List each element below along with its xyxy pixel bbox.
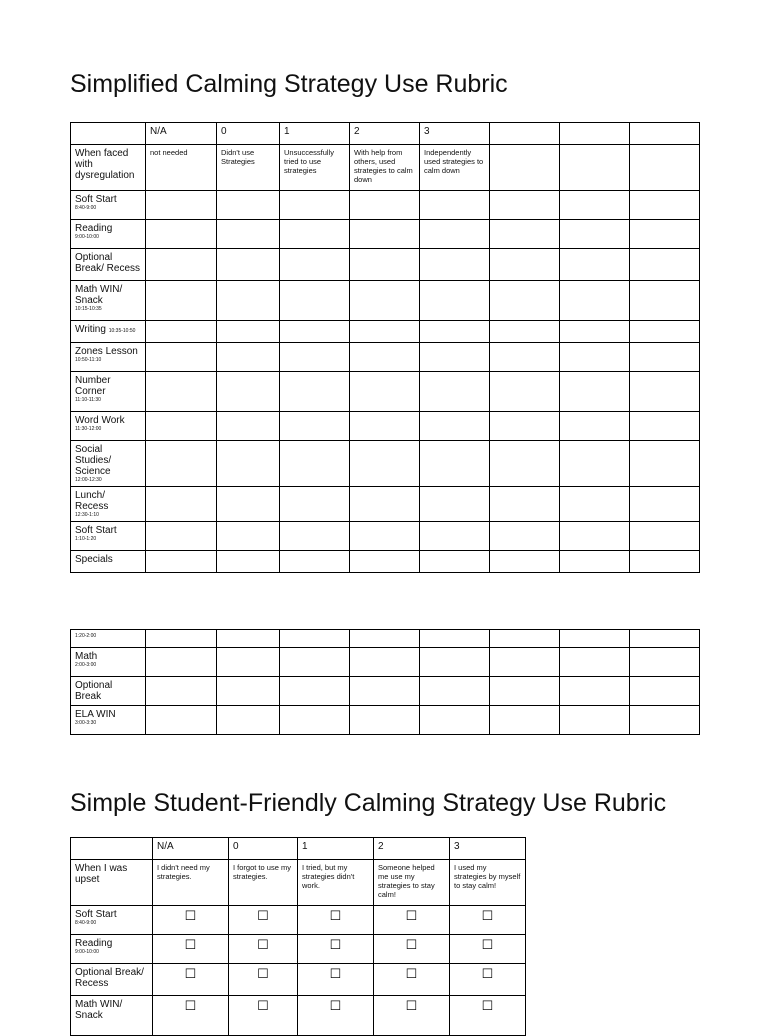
rating-cell[interactable]	[350, 487, 420, 522]
rating-cell[interactable]	[146, 630, 217, 648]
rating-cell[interactable]	[280, 220, 350, 249]
rating-cell[interactable]	[490, 281, 560, 321]
activity-label: ELA WIN	[75, 709, 116, 720]
activity-label: Soft Start	[75, 909, 117, 920]
rating-cell[interactable]	[146, 321, 217, 343]
rating-cell[interactable]	[420, 249, 490, 281]
rating-cell[interactable]	[280, 441, 350, 487]
checkbox-cell	[374, 935, 450, 964]
rating-cell[interactable]	[630, 630, 700, 648]
checkbox-cell	[229, 964, 298, 996]
header-cell	[71, 838, 153, 860]
rating-cell[interactable]	[490, 220, 560, 249]
table-row	[71, 487, 700, 522]
row-label	[71, 343, 146, 372]
level-description: Unsuccessfully tried to use strategies	[280, 145, 350, 191]
activity-label: Math	[75, 651, 98, 662]
rating-cell[interactable]	[490, 343, 560, 372]
rubric1-title: Simplified Calming Strategy Use Rubric	[70, 70, 508, 98]
rating-cell[interactable]	[146, 343, 217, 372]
checkbox-cell	[374, 906, 450, 935]
row-label	[71, 249, 146, 281]
activity-time: 10:35-10:50	[108, 328, 136, 334]
header-row	[71, 123, 700, 145]
table-row	[71, 630, 700, 648]
activity-time: 8:40-9:00	[75, 920, 97, 926]
checkbox[interactable]: ☐	[481, 908, 494, 923]
rating-cell[interactable]	[280, 412, 350, 441]
rating-cell[interactable]	[560, 343, 630, 372]
rating-cell[interactable]	[420, 648, 490, 677]
rating-cell[interactable]	[490, 677, 560, 706]
header-cell: 0	[229, 838, 298, 860]
rating-cell[interactable]	[560, 441, 630, 487]
rating-cell[interactable]	[146, 648, 217, 677]
checkbox-cell	[153, 964, 229, 996]
rating-cell[interactable]	[350, 372, 420, 412]
row-label	[71, 964, 153, 996]
checkbox[interactable]: ☐	[257, 908, 269, 923]
row-label	[71, 487, 146, 522]
activity-time: 9:00-10:00	[75, 949, 99, 955]
rating-cell[interactable]	[560, 677, 630, 706]
rating-cell[interactable]	[490, 648, 560, 677]
rating-cell[interactable]	[280, 343, 350, 372]
checkbox-cell	[374, 964, 450, 996]
rating-cell[interactable]	[350, 281, 420, 321]
activity-label: Word Work	[75, 415, 125, 426]
activity-label: Optional Break/ Recess	[75, 252, 141, 274]
table-row	[71, 996, 526, 1036]
rating-cell[interactable]	[350, 706, 420, 735]
rating-cell[interactable]	[630, 441, 700, 487]
row-label	[71, 630, 146, 648]
rating-cell[interactable]	[217, 412, 280, 441]
rating-cell[interactable]	[560, 191, 630, 220]
rating-cell[interactable]	[420, 220, 490, 249]
rating-cell[interactable]	[217, 281, 280, 321]
rating-cell[interactable]	[490, 706, 560, 735]
rating-cell[interactable]	[560, 706, 630, 735]
checkbox-cell	[298, 935, 374, 964]
rating-cell[interactable]	[420, 441, 490, 487]
activity-label: Math WIN/ Snack	[75, 999, 123, 1021]
rating-cell[interactable]	[350, 343, 420, 372]
table-row	[71, 677, 700, 706]
rating-cell[interactable]	[280, 487, 350, 522]
header-cell: N/A	[153, 838, 229, 860]
rating-cell[interactable]	[350, 441, 420, 487]
row-label	[71, 441, 146, 487]
rating-cell[interactable]	[420, 412, 490, 441]
rating-cell[interactable]	[420, 191, 490, 220]
checkbox[interactable]: ☐	[329, 937, 342, 952]
checkbox-cell	[374, 996, 450, 1036]
rating-cell[interactable]	[146, 412, 217, 441]
table-row	[71, 281, 700, 321]
rating-cell[interactable]	[630, 191, 700, 220]
table-row	[71, 249, 700, 281]
rating-cell[interactable]	[217, 487, 280, 522]
header-cell: 1	[298, 838, 374, 860]
rating-cell[interactable]	[560, 220, 630, 249]
checkbox-cell	[229, 996, 298, 1036]
activity-time: 8:40-9:00	[75, 205, 97, 211]
activity-label: Soft Start	[75, 194, 117, 205]
table-row	[71, 648, 700, 677]
rating-cell[interactable]	[350, 630, 420, 648]
table-row	[71, 412, 700, 441]
rating-cell[interactable]	[280, 281, 350, 321]
rating-cell[interactable]	[630, 321, 700, 343]
rating-cell[interactable]	[420, 343, 490, 372]
rating-cell[interactable]	[560, 249, 630, 281]
rating-cell[interactable]	[420, 321, 490, 343]
header-cell: 0	[217, 123, 280, 145]
checkbox-cell	[298, 964, 374, 996]
rating-cell[interactable]	[350, 648, 420, 677]
activity-label: Optional Break	[75, 680, 113, 702]
rating-cell[interactable]	[217, 648, 280, 677]
rating-cell[interactable]	[146, 220, 217, 249]
rating-cell[interactable]	[217, 321, 280, 343]
table-row	[71, 343, 700, 372]
table-row	[71, 372, 700, 412]
table-row	[71, 935, 526, 964]
checkbox-cell	[450, 964, 526, 996]
rating-cell[interactable]	[560, 648, 630, 677]
checkbox[interactable]: ☐	[329, 966, 342, 981]
rating-cell[interactable]	[146, 677, 217, 706]
checkbox-cell	[153, 906, 229, 935]
rating-cell[interactable]	[630, 281, 700, 321]
rating-cell[interactable]	[280, 706, 350, 735]
level-description: not needed	[146, 145, 217, 191]
checkbox-cell	[298, 996, 374, 1036]
rating-cell[interactable]	[146, 487, 217, 522]
rating-cell[interactable]	[560, 630, 630, 648]
rubric1-table	[70, 122, 700, 573]
rating-cell[interactable]	[280, 677, 350, 706]
rating-cell[interactable]	[146, 441, 217, 487]
rating-cell[interactable]	[146, 191, 217, 220]
rating-cell[interactable]	[560, 281, 630, 321]
activity-time: 12:00-12:30	[75, 477, 102, 483]
rating-cell[interactable]	[560, 321, 630, 343]
rating-cell[interactable]	[630, 372, 700, 412]
activity-label: Zones Lesson	[75, 346, 138, 357]
rating-cell[interactable]	[350, 249, 420, 281]
header-cell	[71, 123, 146, 145]
rating-cell[interactable]	[420, 372, 490, 412]
checkbox-cell	[298, 906, 374, 935]
rating-cell[interactable]	[490, 630, 560, 648]
rating-cell[interactable]	[217, 706, 280, 735]
activity-time: 10:15-10:35	[75, 306, 102, 312]
checkbox[interactable]: ☐	[481, 937, 494, 952]
rating-cell[interactable]	[217, 220, 280, 249]
checkbox[interactable]: ☐	[481, 998, 494, 1013]
header-cell: N/A	[146, 123, 217, 145]
activity-label: Social Studies/ Science	[75, 444, 112, 477]
rating-cell[interactable]	[630, 249, 700, 281]
rating-cell[interactable]	[420, 551, 490, 573]
rating-cell[interactable]	[490, 412, 560, 441]
header-cell	[630, 123, 700, 145]
rating-cell[interactable]	[560, 487, 630, 522]
level-description: I forgot to use my strategies.	[229, 860, 298, 906]
rating-cell[interactable]	[280, 372, 350, 412]
table-row	[71, 551, 700, 573]
row-label	[71, 522, 146, 551]
rating-cell[interactable]	[630, 522, 700, 551]
rating-cell[interactable]	[560, 522, 630, 551]
row-label	[71, 706, 146, 735]
rating-cell[interactable]	[217, 630, 280, 648]
table-row	[71, 321, 700, 343]
checkbox-cell	[229, 906, 298, 935]
activity-label: Reading	[75, 223, 113, 234]
rating-cell[interactable]	[420, 281, 490, 321]
rating-cell[interactable]	[217, 191, 280, 220]
activity-time: 9:00-10:00	[75, 234, 99, 240]
rating-cell[interactable]	[420, 677, 490, 706]
rating-cell[interactable]	[280, 551, 350, 573]
activity-time: 3:00-3:30	[75, 720, 97, 726]
header-row	[71, 838, 526, 860]
rating-cell[interactable]	[350, 321, 420, 343]
table-row	[71, 964, 526, 996]
rating-cell[interactable]	[420, 706, 490, 735]
checkbox[interactable]: ☐	[184, 998, 197, 1013]
checkbox[interactable]: ☐	[405, 998, 418, 1013]
criteria-row	[71, 860, 526, 906]
row-label	[71, 321, 146, 343]
checkbox[interactable]: ☐	[184, 937, 197, 952]
rating-cell[interactable]	[490, 522, 560, 551]
rating-cell[interactable]	[280, 321, 350, 343]
activity-time: 1:10-1:20	[75, 536, 97, 542]
rating-cell[interactable]	[217, 551, 280, 573]
rating-cell[interactable]	[217, 441, 280, 487]
activity-time: 1:20-2:00	[75, 633, 97, 639]
rating-cell[interactable]	[560, 412, 630, 441]
rating-cell[interactable]	[630, 648, 700, 677]
row-label	[71, 677, 146, 706]
level-description: Independently used strategies to calm down	[420, 145, 490, 191]
row-label	[71, 551, 146, 573]
header-cell: 1	[280, 123, 350, 145]
table-row	[71, 706, 700, 735]
checkbox-cell	[229, 935, 298, 964]
row-label	[71, 996, 153, 1036]
checkbox[interactable]: ☐	[329, 908, 342, 923]
checkbox[interactable]: ☐	[405, 908, 418, 923]
rating-cell[interactable]	[217, 677, 280, 706]
rating-cell[interactable]	[280, 648, 350, 677]
activity-label: Specials	[75, 554, 113, 565]
activity-time: 11:30-12:00	[75, 426, 102, 432]
checkbox[interactable]: ☐	[329, 998, 342, 1013]
activity-label: Optional Break/ Recess	[75, 967, 144, 989]
rating-cell[interactable]	[146, 706, 217, 735]
header-cell: 2	[374, 838, 450, 860]
criteria-label: When I was upset	[71, 860, 153, 906]
rating-cell[interactable]	[560, 551, 630, 573]
activity-time: 12:30-1:10	[75, 512, 99, 518]
rating-cell[interactable]	[490, 249, 560, 281]
level-description: I used my strategies by myself to stay calm!	[450, 860, 526, 906]
checkbox[interactable]: ☐	[184, 966, 197, 981]
rating-cell[interactable]	[146, 281, 217, 321]
rating-cell[interactable]	[217, 249, 280, 281]
activity-label: Writing	[75, 324, 106, 335]
header-cell: 2	[350, 123, 420, 145]
header-cell	[560, 123, 630, 145]
rating-cell[interactable]	[280, 630, 350, 648]
rating-cell[interactable]	[560, 372, 630, 412]
row-label	[71, 191, 146, 220]
rating-cell[interactable]	[217, 522, 280, 551]
activity-label: Lunch/ Recess	[75, 490, 109, 512]
empty-cell	[490, 145, 560, 191]
table-row	[71, 906, 526, 935]
row-label	[71, 220, 146, 249]
header-cell: 3	[450, 838, 526, 860]
checkbox-cell	[450, 996, 526, 1036]
row-label	[71, 412, 146, 441]
table-row	[71, 220, 700, 249]
row-label	[71, 906, 153, 935]
rating-cell[interactable]	[630, 706, 700, 735]
rating-cell[interactable]	[350, 677, 420, 706]
checkbox[interactable]: ☐	[257, 998, 269, 1013]
activity-label: Reading	[75, 938, 113, 949]
level-description: I tried, but my strategies didn't work.	[298, 860, 374, 906]
table-row	[71, 522, 700, 551]
rating-cell[interactable]	[420, 630, 490, 648]
checkbox-cell	[153, 935, 229, 964]
rating-cell[interactable]	[420, 487, 490, 522]
rating-cell[interactable]	[490, 551, 560, 573]
rating-cell[interactable]	[490, 441, 560, 487]
rating-cell[interactable]	[630, 487, 700, 522]
rating-cell[interactable]	[490, 321, 560, 343]
rubric2-table	[70, 837, 526, 1036]
checkbox[interactable]: ☐	[405, 966, 418, 981]
rubric1-continued-table	[70, 629, 700, 735]
activity-label: Number Corner	[75, 375, 111, 397]
rating-cell[interactable]	[146, 249, 217, 281]
checkbox[interactable]: ☐	[481, 966, 494, 981]
criteria-row	[71, 145, 700, 191]
level-description: Didn't use Strategies	[217, 145, 280, 191]
checkbox[interactable]: ☐	[184, 908, 197, 923]
checkbox-cell	[153, 996, 229, 1036]
rating-cell[interactable]	[280, 191, 350, 220]
rating-cell[interactable]	[350, 551, 420, 573]
level-description: With help from others, used strategies to calm down	[350, 145, 420, 191]
checkbox[interactable]: ☐	[405, 937, 418, 952]
rating-cell[interactable]	[490, 487, 560, 522]
table-row	[71, 191, 700, 220]
table-row	[71, 441, 700, 487]
checkbox[interactable]: ☐	[257, 937, 269, 952]
empty-cell	[630, 145, 700, 191]
row-label	[71, 281, 146, 321]
rating-cell[interactable]	[350, 522, 420, 551]
rating-cell[interactable]	[630, 551, 700, 573]
rating-cell[interactable]	[490, 191, 560, 220]
rating-cell[interactable]	[630, 677, 700, 706]
level-description: I didn't need my strategies.	[153, 860, 229, 906]
rating-cell[interactable]	[420, 522, 490, 551]
rating-cell[interactable]	[350, 191, 420, 220]
header-cell: 3	[420, 123, 490, 145]
level-description: Someone helped me use my strategies to stay calm!	[374, 860, 450, 906]
rating-cell[interactable]	[490, 372, 560, 412]
row-label	[71, 372, 146, 412]
rating-cell[interactable]	[350, 412, 420, 441]
rating-cell[interactable]	[350, 220, 420, 249]
rubric2-title: Simple Student-Friendly Calming Strategy Use Rubric	[70, 789, 667, 817]
checkbox-cell	[450, 906, 526, 935]
row-label	[71, 935, 153, 964]
rating-cell[interactable]	[280, 522, 350, 551]
rating-cell[interactable]	[630, 343, 700, 372]
activity-time: 11:10-11:30	[75, 397, 101, 403]
activity-time: 2:00-3:00	[75, 662, 97, 668]
rating-cell[interactable]	[630, 412, 700, 441]
rating-cell[interactable]	[280, 249, 350, 281]
activity-label: Math WIN/ Snack	[75, 284, 123, 306]
checkbox-cell	[450, 935, 526, 964]
rating-cell[interactable]	[630, 220, 700, 249]
activity-label: Soft Start	[75, 525, 117, 536]
row-label	[71, 648, 146, 677]
empty-cell	[560, 145, 630, 191]
rating-cell[interactable]	[217, 372, 280, 412]
header-cell	[490, 123, 560, 145]
activity-time: 10:50-11:10	[75, 357, 102, 363]
rating-cell[interactable]	[217, 343, 280, 372]
rating-cell[interactable]	[146, 372, 217, 412]
rating-cell[interactable]	[146, 522, 217, 551]
checkbox[interactable]: ☐	[257, 966, 269, 981]
criteria-label: When faced with dysregulation	[71, 145, 146, 191]
rating-cell[interactable]	[146, 551, 217, 573]
